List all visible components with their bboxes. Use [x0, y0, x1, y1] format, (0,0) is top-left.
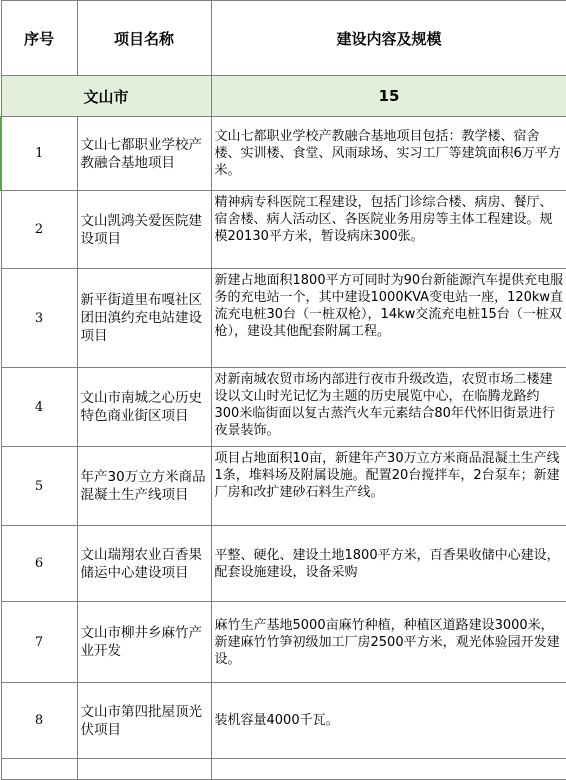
project-content: 平整、硬化、建设土地1800平方米，百香果收储中心建设，配套设施建设，设备采购 [211, 526, 566, 602]
project-content: 文山七都职业学校产教融合基地项目包括：教学楼、宿舍楼、实训楼、食堂、风雨球场、实习工厂等建筑面积6万平方米。 [211, 117, 566, 191]
project-name: 文山瑞翔农业百香果储运中心建设项目 [77, 526, 211, 602]
project-name: 新平街道里布嘎社区团田滇约充电站建设项目 [77, 269, 211, 368]
row-number: 5 [1, 447, 77, 526]
project-name: 文山凯鸿关爱医院建设项目 [77, 191, 211, 269]
row-number: 1 [1, 117, 77, 191]
project-name: 文山市第四批屋顶光伏项目 [77, 683, 211, 759]
row-number: 6 [1, 526, 77, 602]
project-name [77, 759, 211, 780]
project-content: 对新南城农贸市场内部进行夜市升级改造，农贸市场二楼建设以文山时光记忆为主题的历史展览中心，在临腾龙路约300米临街面以复古蒸汽火车元素结合80年代怀旧街景进行夜景装饰。 [211, 368, 566, 447]
row-number: 4 [1, 368, 77, 447]
city-count: 15 [211, 76, 566, 117]
project-content: 新建占地面积1800平方可同时为90台新能源汽车提供充电服务的充电站一个，其中建设1000KVA变电站一座，120kw直流充电桩30台（一桩双枪），14kw交流充电桩15台（一桩双枪），建设其他配套附属工程。 [211, 269, 566, 368]
header-col-no: 序号 [1, 1, 77, 76]
row-number: 8 [1, 683, 77, 759]
project-name: 文山七都职业学校产教融合基地项目 [77, 117, 211, 191]
table-row [1, 602, 566, 683]
project-name: 年产30万立方米商品混凝土生产线项目 [77, 447, 211, 526]
row-number: 2 [1, 191, 77, 269]
table-row-partial [1, 759, 566, 780]
project-name: 文山市南城之心历史特色商业街区项目 [77, 368, 211, 447]
city-row [1, 76, 566, 117]
row-number: 3 [1, 269, 77, 368]
row-number [1, 759, 77, 780]
table-row [1, 526, 566, 602]
table-row [1, 683, 566, 759]
project-name: 文山市柳井乡麻竹产业开发 [77, 602, 211, 683]
table-header-row [1, 1, 566, 76]
project-content: 装机容量4000千瓦。 [211, 683, 566, 759]
project-content: 项目占地面积10亩，新建年产30万立方米商品混凝土生产线1条，堆料场及附属设施。配置20台搅拌车，2台泵车；新建厂房和改扩建砂石料生产线。 [211, 447, 566, 526]
project-content [211, 759, 566, 780]
table-row [1, 447, 566, 526]
table-row [1, 368, 566, 447]
project-content: 麻竹生产基地5000亩麻竹种植，种植区道路建设3000米，新建麻竹竹笋初级加工厂房2500平方米，观光体验园开发建设。 [211, 602, 566, 683]
row-number: 7 [1, 602, 77, 683]
city-name: 文山市 [1, 76, 211, 117]
header-col-name: 项目名称 [77, 1, 211, 76]
header-col-content: 建设内容及规模 [211, 1, 566, 76]
table-row [1, 191, 566, 269]
table-row [1, 117, 566, 191]
table-row [1, 269, 566, 368]
project-content: 精神病专科医院工程建设，包括门诊综合楼、病房、餐厅、宿舍楼、病人活动区、各医院业务用房等主体工程建设。规模20130平方米，暂设病床300张。 [211, 191, 566, 269]
